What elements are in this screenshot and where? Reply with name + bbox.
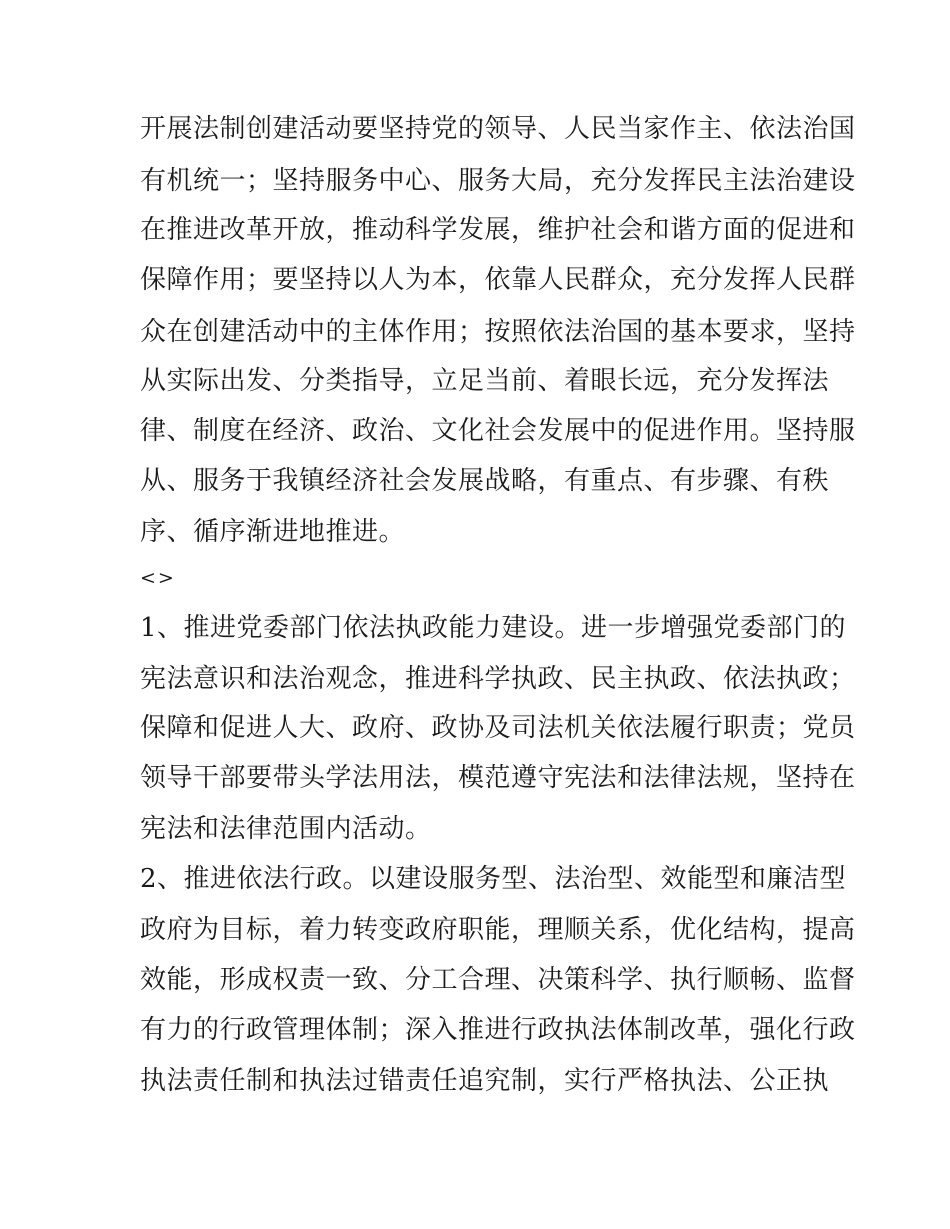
section-marker: <> [140, 567, 176, 589]
text-line: 序、循序渐进地推进。 [140, 517, 406, 547]
text-line: 有机统一；坚持服务中心、服务大局，充分发挥民主法治建设 [140, 166, 856, 196]
text-line: 效能，形成权责一致、分工合理、决策科学、执行顺畅、监督 [140, 965, 856, 995]
text-line: 1、推进党委部门依法执政能力建设。进一步增强党委部门的 [140, 613, 847, 643]
text-line: 执法责任制和执法过错责任追究制，实行严格执法、公正执 [140, 1066, 830, 1096]
text-line: 宪法和法律范围内活动。 [140, 814, 432, 844]
text-line: 2、推进依法行政。以建设服务型、法治型、效能型和廉洁型 [140, 864, 847, 894]
text-line: 保障和促进人大、政府、政协及司法机关依法履行职责；党员 [140, 713, 856, 743]
text-line: 有力的行政管理体制；深入推进行政执法体制改革，强化行政 [140, 1015, 856, 1045]
text-line: 律、制度在经济、政治、文化社会发展中的促进作用。坚持服 [140, 416, 856, 446]
text-line: 宪法意识和法治观念，推进科学执政、民主执政、依法执政； [140, 664, 856, 694]
text-line: 领导干部要带头学法用法，模范遵守宪法和法律法规，坚持在 [140, 763, 856, 793]
text-line: 众在创建活动中的主体作用；按照依法治国的基本要求，坚持 [140, 317, 856, 347]
text-line: 从、服务于我镇经济社会发展战略，有重点、有步骤、有秩 [140, 466, 830, 496]
text-line: 开展法制创建活动要坚持党的领导、人民当家作主、依法治国 [140, 114, 856, 144]
text-line: 从实际出发、分类指导，立足当前、着眼长远，充分发挥法 [140, 366, 830, 396]
text-line: 在推进改革开放，推动科学发展，维护社会和谐方面的促进和 [140, 215, 856, 245]
text-line: 政府为目标，着力转变政府职能，理顺关系，优化结构，提高 [140, 915, 856, 945]
text-line: 保障作用；要坚持以人为本，依靠人民群众，充分发挥人民群 [140, 265, 856, 295]
